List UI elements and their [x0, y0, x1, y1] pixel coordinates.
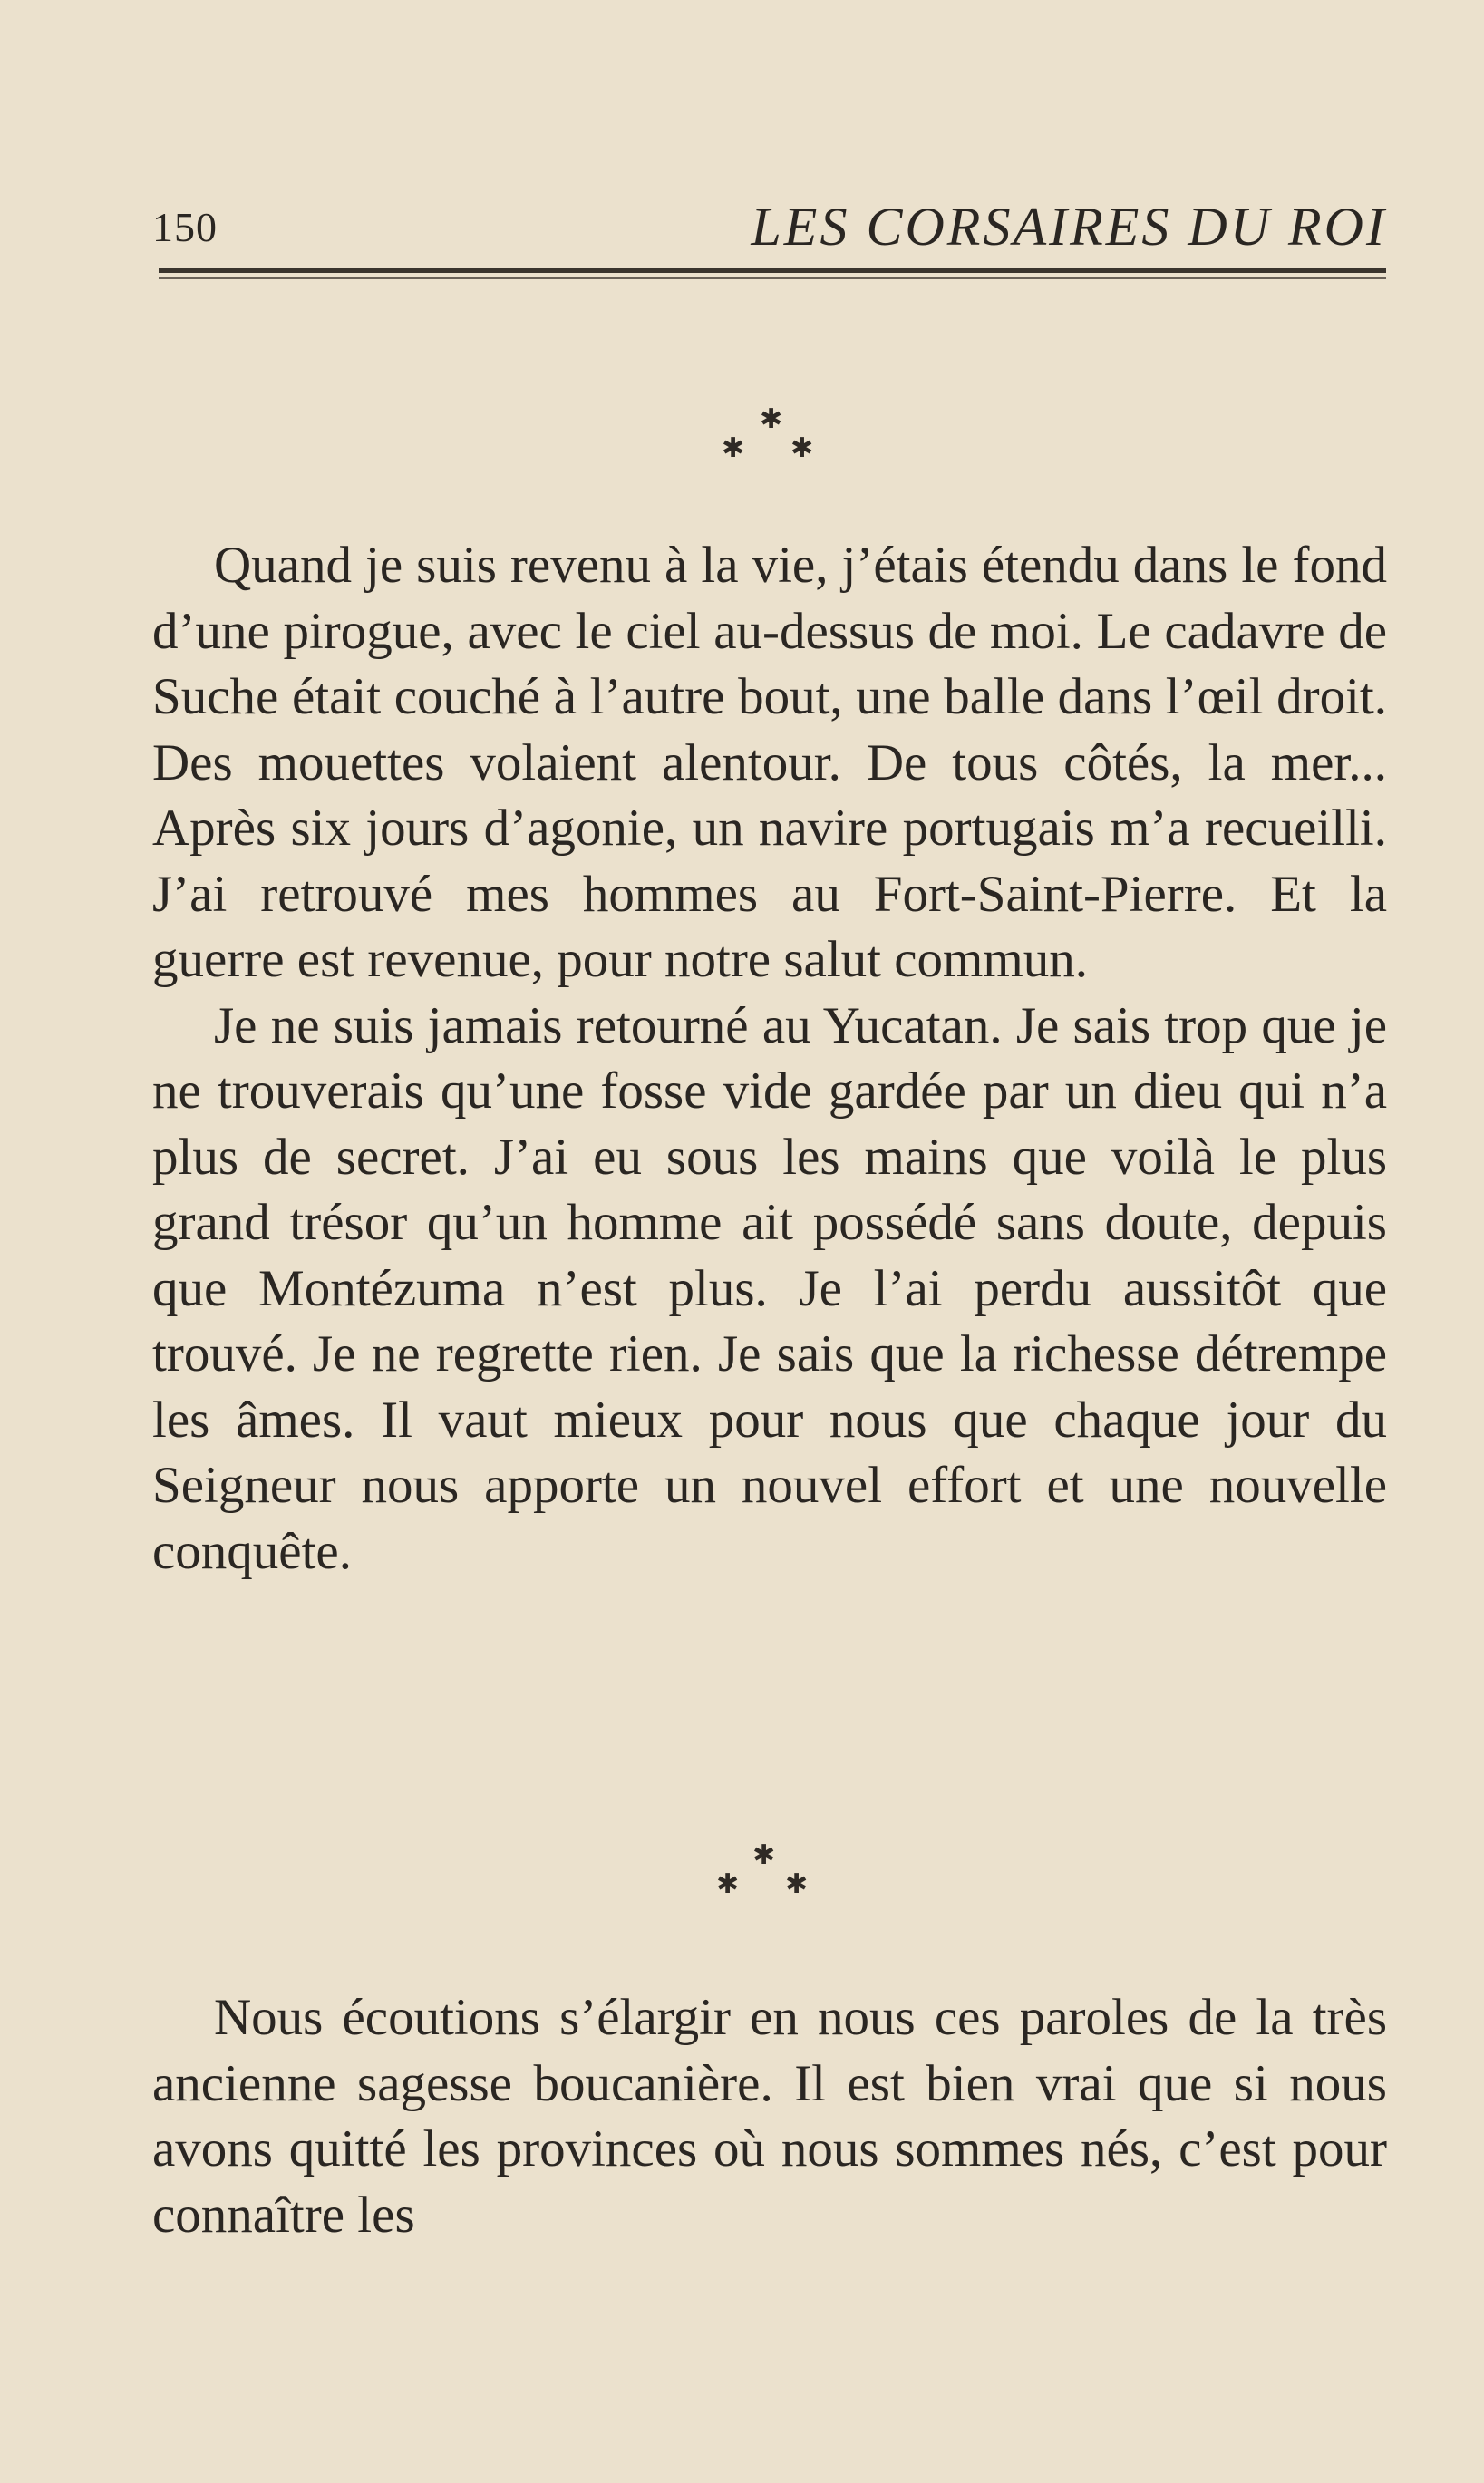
asterism-star-icon: ✱ — [760, 403, 783, 435]
body-text-section-1 — [152, 533, 1387, 1585]
paragraph: Nous écoutions s’élargir en nous ces paroles de la très ancienne sagesse boucanière. Il est bien vrai que si nous avons quitté les provinces où nous sommes nés, c’est pour connaître les — [152, 1989, 1387, 2244]
page-number: 150 — [152, 204, 218, 250]
asterism-star-icon: ✱ — [722, 432, 745, 464]
paragraph: Quand je suis revenu à la vie, j’étais étendu dans le fond d’une pirogue, avec le ciel au-dessus de moi. Le cadavre de Suche était couché à l’autre bout, une balle dans l’œil droit. Des mouettes volaient alentour. De tous côtés, la mer... Après six jours d’agonie, un navire portugais m’a recueilli. J’ai retrouvé mes hommes au Fort-Saint-Pierre. Et la guerre est revenue, pour notre salut commun. — [152, 537, 1387, 988]
section-separator-bottom — [0, 1839, 1484, 1906]
asterism-star-icon: ✱ — [716, 1868, 740, 1900]
page-header — [152, 192, 1387, 256]
asterism-star-icon: ✱ — [785, 1868, 809, 1900]
running-title: LES CORSAIRES DU ROI — [751, 197, 1387, 257]
asterism-star-icon: ✱ — [752, 1839, 776, 1871]
body-text-section-2 — [152, 1985, 1387, 2248]
paragraph: Je ne suis jamais retourné au Yucatan. Je sais trop que je ne trouverais qu’une fosse vide gardée par un dieu qui n’a plus de secret. J’ai eu sous les mains que voilà le plus grand trésor qu’un homme ait possédé sans doute, depuis que Montézuma n’est plus. Je l’ai perdu aussitôt que trouvé. Je ne regrette rien. Je sais que la richesse détrempe les âmes. Il vaut mieux pour nous que chaque jour du Seigneur nous apporte un nouvel effort et une nouvelle conquête. — [152, 996, 1387, 1580]
section-separator-top — [0, 403, 1484, 470]
header-rule — [159, 268, 1386, 279]
asterism-star-icon: ✱ — [790, 432, 814, 464]
